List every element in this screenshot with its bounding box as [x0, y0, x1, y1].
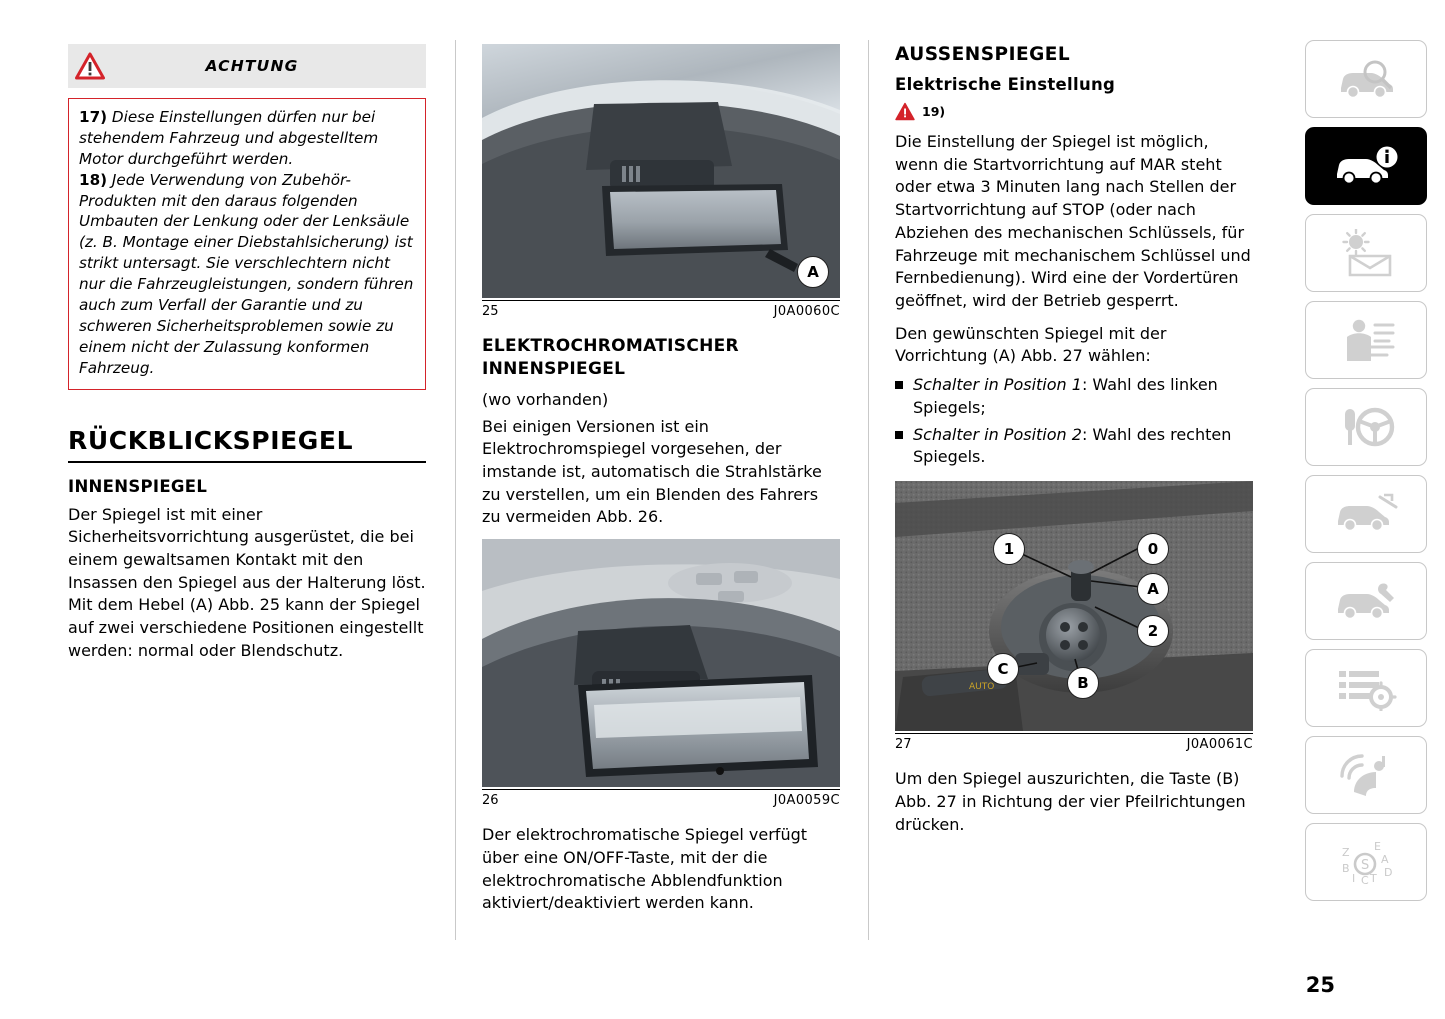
bullet-item-2 — [895, 424, 1253, 469]
column3-body: Die Einstellung der Spiegel ist möglich, wenn die Startvorrichtung auf MAR steht oder etwa 3 Minuten lang nach Stellen der Startvorrichtung auf STOP (oder nach Abziehen des mechanischen Schlüssels, für Fahrzeuge mit mechanischem Schlüssel und Fernbedienung). Wird eine der Vordertüren geöffnet, wird der Betrieb gesperrt. — [895, 132, 1251, 311]
figure-26-image — [482, 539, 840, 787]
figure-27-callout-c: C — [987, 653, 1019, 685]
warning-reference-number: 19) — [922, 104, 946, 119]
svg-text:D: D — [1384, 866, 1393, 879]
rail-item-warning-lights[interactable] — [1305, 214, 1427, 292]
svg-text:Z: Z — [1342, 846, 1350, 859]
subsection-title: INNENSPIEGEL — [68, 476, 208, 496]
exterior-mirror-heading: AUSSENSPIEGEL — [895, 44, 1071, 65]
column1-body: Der Spiegel ist mit einer Sicherheitsvorrichtung ausgerüstet, die bei einem gewaltsamen Kontakt mit den Insassen den Spiegel aus der Halterung löst. Mit dem Hebel (A) Abb. 25 kann der Spiegel auf zwei verschiedene Positionen eingestellt werden: normal oder Blendschutz. — [68, 504, 426, 660]
car-tow-icon — [1334, 493, 1398, 535]
figure-27-code: J0A0061C — [1186, 737, 1253, 753]
figure-25-caption — [482, 300, 840, 319]
warning-title: ACHTUNG — [205, 57, 299, 75]
figure-26 — [482, 539, 840, 808]
figure-27-callout-1: 1 — [993, 533, 1025, 565]
column-right — [895, 44, 1253, 846]
bullet-square-icon — [895, 381, 903, 389]
column-middle — [482, 44, 840, 925]
figure-25 — [482, 44, 840, 319]
figure-27-number: 27 — [895, 737, 912, 753]
technical-data-icon — [1335, 665, 1397, 711]
bullet-square-icon — [895, 431, 903, 439]
svg-text:AUTO: AUTO — [969, 682, 995, 693]
electrochromic-body-2: Der elektrochromatische Spiegel verfügt über eine ON/OFF-Taste, mit der die elektrochromatische Abblendfunktion aktiviert/deaktiviert werden kann. — [482, 825, 808, 913]
electric-adjustment-subheading: Elektrische Einstellung — [895, 75, 1116, 94]
dashboard-warning-lights-icon — [1336, 229, 1396, 277]
svg-text:T: T — [1370, 872, 1377, 885]
warning-item-number-1: 17) — [79, 108, 108, 126]
figure-25-image — [482, 44, 840, 298]
car-search-icon — [1335, 58, 1397, 100]
figure-27-callout-a: A — [1137, 573, 1169, 605]
bullet-item-2-italic: Schalter in Position 2 — [913, 424, 1082, 444]
column-divider-2 — [868, 40, 869, 940]
warning-item-number-2: 18) — [79, 170, 108, 189]
electrochromic-body: Bei einigen Versionen ist ein Elektrochromspiegel vorgesehen, der imstande ist, automatisch die Strahlstärke zu verstellen, um ein Blenden des Fahrers zu vermeiden Abb. 26. — [482, 416, 822, 527]
car-service-icon — [1334, 580, 1398, 622]
bullet-item-1-italic: Schalter in Position 1 — [913, 375, 1082, 395]
figure-25-number: 25 — [482, 304, 499, 319]
figure-27-caption — [895, 733, 1253, 752]
rail-item-car-info[interactable] — [1305, 127, 1427, 205]
figure-25-code: J0A0060C — [773, 304, 840, 319]
electrochromic-heading: ELEKTROCHROMATISCHER INNENSPIEGEL — [482, 336, 739, 379]
bullet-item-1 — [895, 374, 1253, 419]
bullet-item-1-text: : Wahl des linken Spiegels; — [913, 375, 1218, 417]
warning-item-text-2: Jede Verwendung von Zubehör-Produkten mit den daraus folgenden Umbauten der Lenkung oder der Lenksäule (z. B. Montage einer Diebstahlsicherung) ist strikt untersagt. Sie verschlechtern nicht nur die Fahrzeugleistungen, sondern führen auch zum Verfall der Garantie und zu schweren Sicherheitsproblemen sowie zu einem nicht der Zulassung konformen Fahrzeug. — [79, 170, 414, 377]
rail-item-steering-wheel[interactable] — [1305, 388, 1427, 466]
chapter-icon-rail — [1305, 40, 1427, 910]
figure-26-caption — [482, 789, 840, 808]
rail-item-car-service[interactable] — [1305, 562, 1427, 640]
section-title: RÜCKBLICKSPIEGEL — [68, 426, 426, 463]
rail-item-multimedia[interactable] — [1305, 736, 1427, 814]
svg-text:C: C — [1361, 874, 1369, 886]
svg-text:S: S — [1361, 858, 1370, 873]
rail-item-alphabetical-index[interactable] — [1305, 823, 1427, 901]
svg-text:E: E — [1374, 840, 1381, 853]
column3-body-3: Um den Spiegel auszurichten, die Taste (B) Abb. 27 in Richtung der vier Pfeilrichtungen drücken. — [895, 769, 1246, 834]
rail-item-emergency[interactable] — [1305, 301, 1427, 379]
svg-text:B: B — [1342, 862, 1350, 875]
car-info-icon — [1333, 144, 1399, 188]
figure-27-callout-b: B — [1067, 667, 1099, 699]
warning-triangle-small-icon — [895, 102, 915, 121]
warning-header — [68, 44, 426, 88]
page-number: 25 — [1305, 973, 1335, 997]
figure-26-code: J0A0059C — [773, 793, 840, 809]
column-divider-1 — [455, 40, 456, 940]
emergency-icon — [1335, 317, 1397, 363]
rail-item-technical-data[interactable] — [1305, 649, 1427, 727]
multimedia-icon — [1336, 752, 1396, 798]
electrochromic-note: (wo vorhanden) — [482, 389, 609, 409]
figure-27-image — [895, 481, 1253, 731]
svg-text:I: I — [1352, 872, 1356, 885]
column3-body-2: Den gewünschten Spiegel mit der Vorrichtung (A) Abb. 27 wählen: — [895, 323, 1167, 366]
bullet-item-2-text: : Wahl des rechten Spiegels. — [913, 424, 1232, 467]
alphabetical-index-icon — [1334, 838, 1398, 886]
svg-text:A: A — [1381, 853, 1389, 866]
figure-27 — [895, 481, 1253, 752]
figure-26-number: 26 — [482, 793, 499, 809]
figure-25-callout-a: A — [797, 256, 829, 288]
column-left — [68, 44, 426, 673]
warning-reference — [895, 102, 1253, 121]
figure-27-callout-2: 2 — [1137, 615, 1169, 647]
rail-item-car-search[interactable] — [1305, 40, 1427, 118]
warning-item-text-1: Diese Einstellungen dürfen nur bei stehendem Fahrzeug und abgestelltem Motor durchgeführt werden. — [79, 108, 379, 168]
rail-item-car-tow[interactable] — [1305, 475, 1427, 553]
warning-box — [68, 98, 426, 390]
warning-triangle-icon — [68, 52, 112, 80]
figure-27-callout-0: 0 — [1137, 533, 1169, 565]
steering-wheel-icon — [1337, 403, 1395, 451]
